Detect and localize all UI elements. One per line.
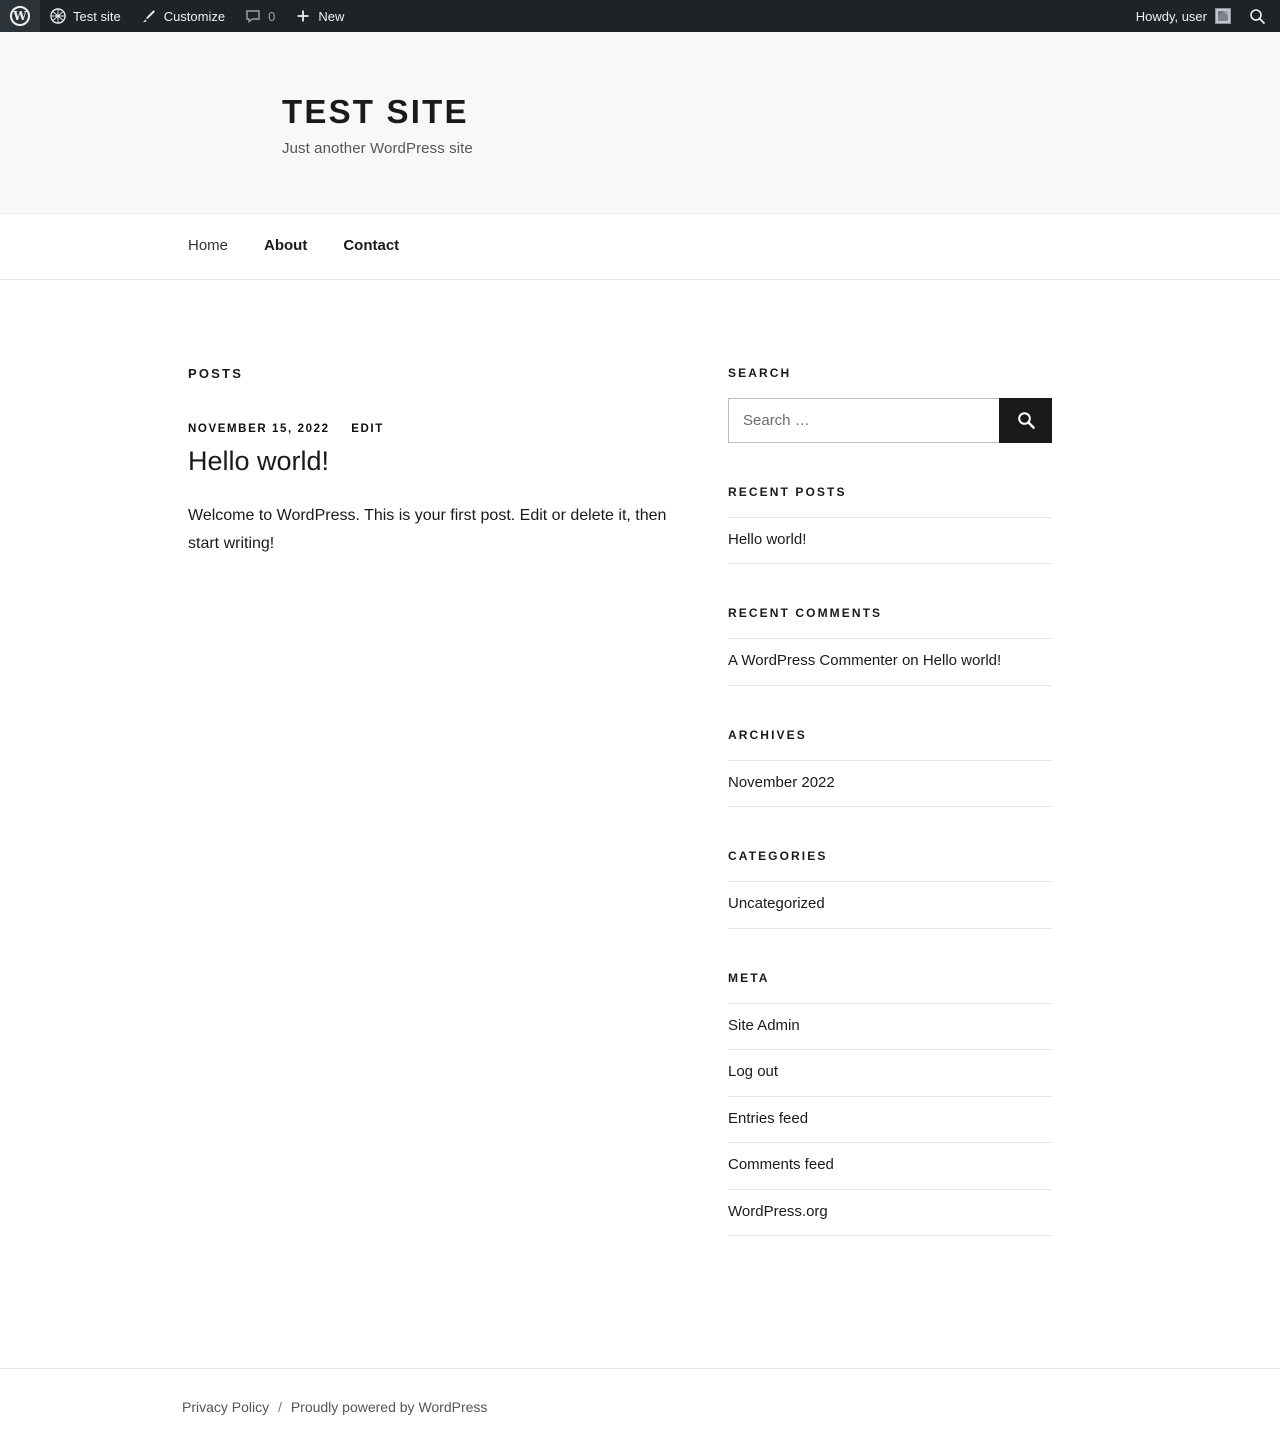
post-meta	[188, 423, 688, 435]
content-area	[188, 280, 1092, 1369]
post-date-link[interactable]: NOVEMBER 15, 2022	[188, 422, 330, 435]
header-wrap	[94, 92, 1186, 157]
search-form	[728, 398, 1052, 443]
recent-comments-list	[728, 638, 1052, 686]
comment-connector: on	[901, 652, 919, 670]
privacy-policy-link[interactable]: Privacy Policy	[182, 1399, 270, 1416]
comment-post-link[interactable]: Hello world!	[922, 652, 1002, 670]
comment-bubble-icon	[245, 8, 261, 24]
widget-archives	[728, 728, 1052, 808]
post-title	[188, 445, 688, 479]
list-item[interactable]	[728, 760, 1052, 808]
widget-title-meta: META	[728, 970, 770, 985]
widget-recent-posts	[728, 485, 1052, 565]
meta-link-comments-feed[interactable]: Comments feed	[728, 1156, 834, 1174]
search-input[interactable]	[728, 398, 999, 443]
search-submit-button[interactable]	[999, 398, 1052, 443]
categories-list	[728, 881, 1052, 929]
new-label: New	[318, 8, 345, 24]
site-name-menu[interactable]	[40, 0, 131, 32]
main-content	[188, 366, 728, 557]
list-item[interactable]	[728, 1190, 1052, 1237]
comment-author: A WordPress Commenter	[728, 652, 898, 670]
my-account-menu[interactable]	[1126, 0, 1241, 32]
admin-bar-left	[0, 0, 354, 32]
dashboard-icon	[50, 8, 66, 24]
meta-link-site-admin[interactable]: Site Admin	[728, 1016, 800, 1034]
comments-link[interactable]	[235, 0, 285, 32]
meta-link-log-out[interactable]: Log out	[728, 1063, 779, 1081]
avatar	[1215, 8, 1231, 24]
list-item[interactable]	[728, 1143, 1052, 1190]
post-article	[188, 423, 688, 557]
widget-title-categories: CATEGORIES	[728, 849, 828, 864]
nav-item-about[interactable]	[264, 237, 307, 255]
archives-list	[728, 760, 1052, 808]
post-excerpt: Welcome to WordPress. This is your first post. Edit or delete it, then start writing!	[188, 507, 667, 552]
widget-title-recent-comments: RECENT COMMENTS	[728, 606, 883, 621]
widget-search	[728, 366, 1052, 443]
recent-post-link[interactable]: Hello world!	[728, 530, 807, 548]
site-name-label: Test site	[73, 8, 121, 24]
widget-meta	[728, 971, 1052, 1237]
site-footer	[0, 1368, 1280, 1455]
meta-link-entries-feed[interactable]: Entries feed	[728, 1109, 809, 1127]
wordpress-credit-link[interactable]: Proudly powered by WordPress	[290, 1399, 488, 1416]
post-title-link[interactable]: Hello world!	[188, 445, 330, 476]
footer-inner	[182, 1399, 1280, 1415]
category-link[interactable]: Uncategorized	[728, 895, 825, 913]
list-item[interactable]	[728, 1050, 1052, 1097]
list-item[interactable]	[728, 1097, 1052, 1144]
wordpress-logo-icon	[10, 6, 30, 26]
meta-link-wordpress-org[interactable]: WordPress.org	[728, 1202, 828, 1220]
page-title: POSTS	[188, 365, 244, 381]
recent-posts-list	[728, 517, 1052, 565]
list-item[interactable]	[728, 638, 1052, 686]
admin-bar	[0, 0, 1280, 32]
paintbrush-icon	[141, 8, 157, 24]
list-item[interactable]	[728, 881, 1052, 929]
footer-separator: /	[278, 1399, 282, 1416]
widget-categories	[728, 849, 1052, 929]
comments-count: 0	[268, 8, 276, 24]
archive-link[interactable]: November 2022	[728, 773, 835, 791]
widget-title-search: SEARCH	[728, 365, 792, 380]
meta-list	[728, 1003, 1052, 1237]
customize-label: Customize	[163, 8, 226, 24]
wordpress-logo-menu[interactable]	[0, 0, 40, 32]
search-icon	[1249, 8, 1266, 25]
nav-link-about[interactable]: About	[264, 237, 308, 255]
admin-bar-right	[1126, 0, 1280, 32]
primary-navigation	[0, 214, 1280, 280]
list-item[interactable]	[728, 1003, 1052, 1051]
new-content-menu[interactable]	[285, 0, 354, 32]
nav-list	[188, 237, 399, 255]
search-icon	[1016, 410, 1036, 430]
nav-link-home[interactable]: Home	[188, 237, 229, 255]
post-edit-link[interactable]: EDIT	[351, 422, 384, 435]
nav-item-contact[interactable]	[343, 237, 399, 255]
widget-recent-comments	[728, 606, 1052, 686]
widget-title-recent-posts: RECENT POSTS	[728, 484, 847, 499]
site-description: Just another WordPress site	[282, 139, 473, 157]
nav-link-contact[interactable]: Contact	[343, 237, 400, 255]
header-inner	[282, 92, 1186, 157]
site-header	[0, 32, 1280, 214]
howdy-label: Howdy, user	[1135, 8, 1207, 24]
sidebar	[728, 366, 1052, 1279]
site-title[interactable]: TEST SITE	[282, 93, 469, 130]
list-item[interactable]	[728, 517, 1052, 565]
customize-link[interactable]	[131, 0, 235, 32]
admin-bar-search-button[interactable]	[1241, 0, 1280, 32]
plus-icon	[295, 8, 311, 24]
widget-title-archives: ARCHIVES	[728, 727, 807, 742]
nav-item-home[interactable]	[188, 237, 228, 255]
